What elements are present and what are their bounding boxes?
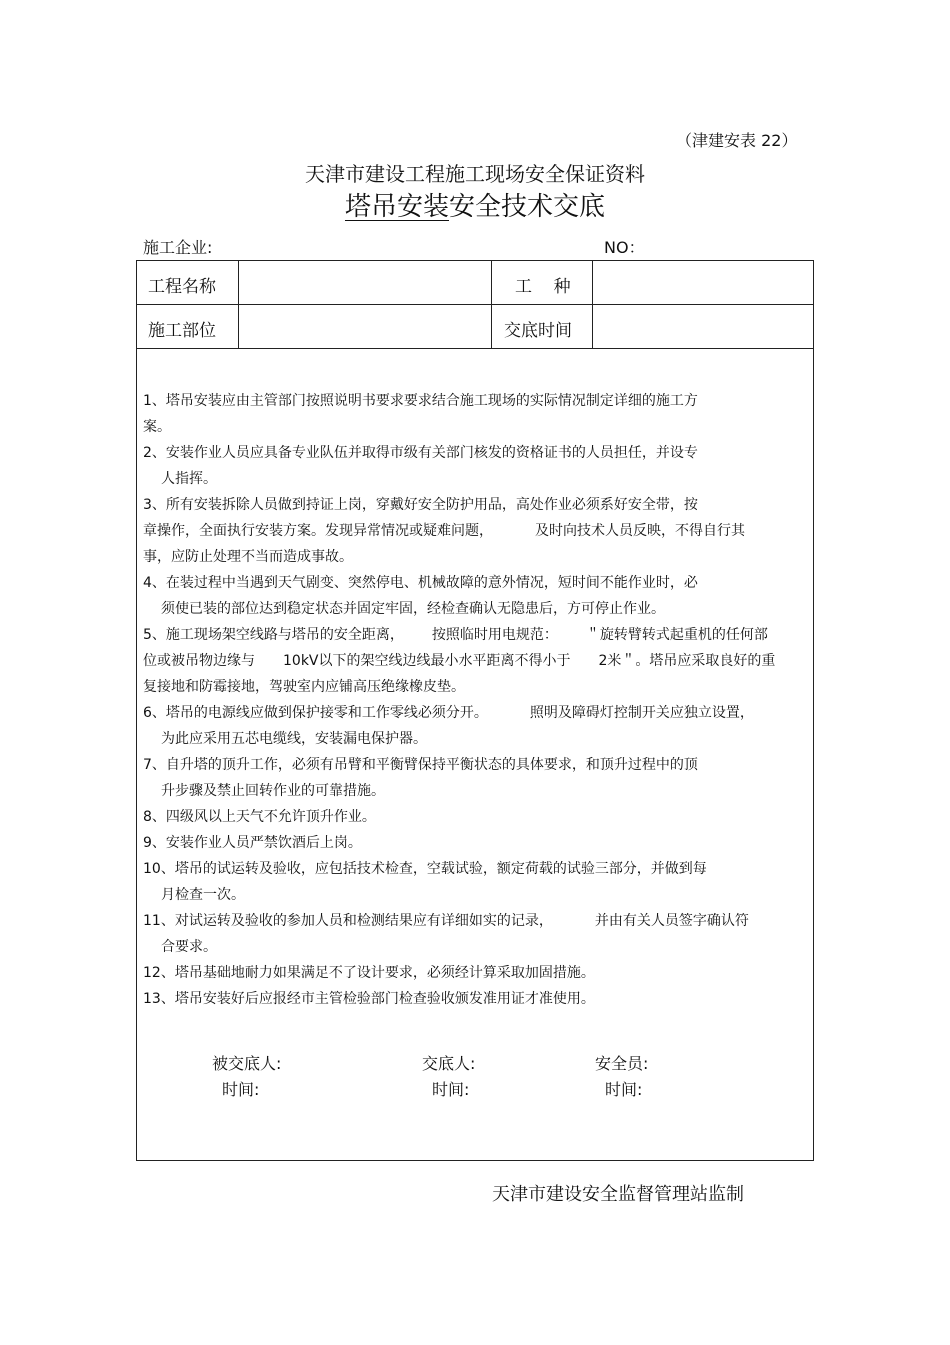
receiver-signature-label: 被交底人: [212,1054,282,1073]
item-line: 11、对试运转及验收的参加人员和检测结果应有详细如实的记录， [143,913,553,929]
item-line: 1、塔吊安装应由主管部门按照说明书要求要求结合施工现场的实际情况制定详细的施工方 [143,393,698,409]
item-line: 8、四级风以上天气不允许顶升作业。 [143,809,376,825]
list-item [143,570,807,622]
list-item [143,388,807,440]
item-line: 人指挥。 [161,471,217,487]
number-label: NO： [604,238,645,257]
briefing-table [136,260,814,1161]
item-line: 按照临时用电规范： [431,627,558,643]
item-line: ＂旋转臂转式起重机的任何部 [585,627,768,643]
item-line: 2、安装作业人员应具备专业队伍并取得市级有关部门核发的资格证书的人员担任，并设专 [143,445,698,461]
item-line: 2米＂。塔吊应采取良好的重 [598,653,776,669]
list-item [143,700,807,752]
row-divider [137,348,813,349]
location-label: 施工部位 [148,321,216,341]
item-line: 复接地和防霉接地，驾驶室内应铺高压绝缘橡皮垫。 [143,679,465,695]
title-underlined: 塔吊安装 [344,192,449,222]
giver-time-label: 时间: [432,1080,470,1099]
safety-officer-label: 安全员: [595,1054,649,1073]
receiver-time-label: 时间: [222,1080,260,1099]
list-item [143,908,807,960]
item-line: 10、塔吊的试运转及验收，应包括技术检查，空载试验，额定荷载的试验三部分，并做到每 [143,861,707,877]
col-divider [238,261,239,348]
item-line: 升步骤及禁止回转作业的可靠措施。 [161,783,385,799]
company-label: 施工企业: [143,238,213,257]
item-line: 9、安装作业人员严禁饮酒后上岗。 [143,835,362,851]
item-line: 案。 [143,419,171,435]
document-header: 天津市建设工程施工现场安全保证资料 [305,162,645,186]
list-item [143,804,807,830]
list-item [143,960,807,986]
giver-signature-label: 交底人: [422,1054,476,1073]
item-line: 7、自升塔的顶升工作，必须有吊臂和平衡臂保持平衡状态的具体要求，和顶升过程中的顶 [143,757,698,773]
work-type-label: 工 种 [515,277,571,297]
item-line: 合要求。 [161,939,217,955]
title-rest: 安全技术交底 [449,192,606,222]
issuer-footer: 天津市建设安全监督管理站监制 [492,1184,744,1205]
item-line: 章操作，全面执行安装方案。发现异常情况或疑难问题， [143,523,493,539]
safety-time-label: 时间: [605,1080,643,1099]
item-line: 3、所有安装拆除人员做到持证上岗，穿戴好安全防护用品，高处作业必须系好安全带，按 [143,497,698,513]
list-item [143,622,807,700]
item-line: 位或被吊物边缘与 [143,653,255,669]
item-line: 及时向技术人员反映，不得自行其 [535,523,745,539]
time-label: 交底时间 [504,321,572,341]
item-line: 6、塔吊的电源线应做到保护接零和工作零线必须分开。 [143,705,488,721]
col-divider [592,261,593,348]
item-line: 12、塔吊基础地耐力如果满足不了设计要求，必须经计算采取加固措施。 [143,965,595,981]
list-item [143,986,807,1012]
col-divider [491,261,492,348]
list-item [143,440,807,492]
item-line: 10kV以下的架空线边线最小水平距离不得小于 [283,653,571,669]
form-code: （津建安表 22） [676,131,798,150]
list-item [143,492,807,570]
item-line: 事，应防止处理不当而造成事故。 [143,549,353,565]
item-line: 须使已装的部位达到稳定状态并固定牢固，经检查确认无隐患后，方可停止作业。 [161,601,665,617]
item-line: 4、在装过程中当遇到天气剧变、突然停电、机械故障的意外情况，短时间不能作业时，必 [143,575,698,591]
document-title [0,186,950,223]
item-line: 5、施工现场架空线路与塔吊的安全距离， [143,627,404,643]
item-line: 为此应采用五芯电缆线，安装漏电保护器。 [161,731,427,747]
list-item [143,856,807,908]
list-item [143,752,807,804]
item-line: 照明及障碍灯控制开关应独立设置， [529,705,754,721]
project-name-label: 工程名称 [148,277,216,297]
list-item [143,830,807,856]
item-line: 并由有关人员签字确认符 [594,913,749,929]
item-line: 月检查一次。 [161,887,245,903]
item-line: 13、塔吊安装好后应报经市主管检验部门检查验收颁发准用证才准使用。 [143,991,595,1007]
briefing-items [143,388,807,1012]
